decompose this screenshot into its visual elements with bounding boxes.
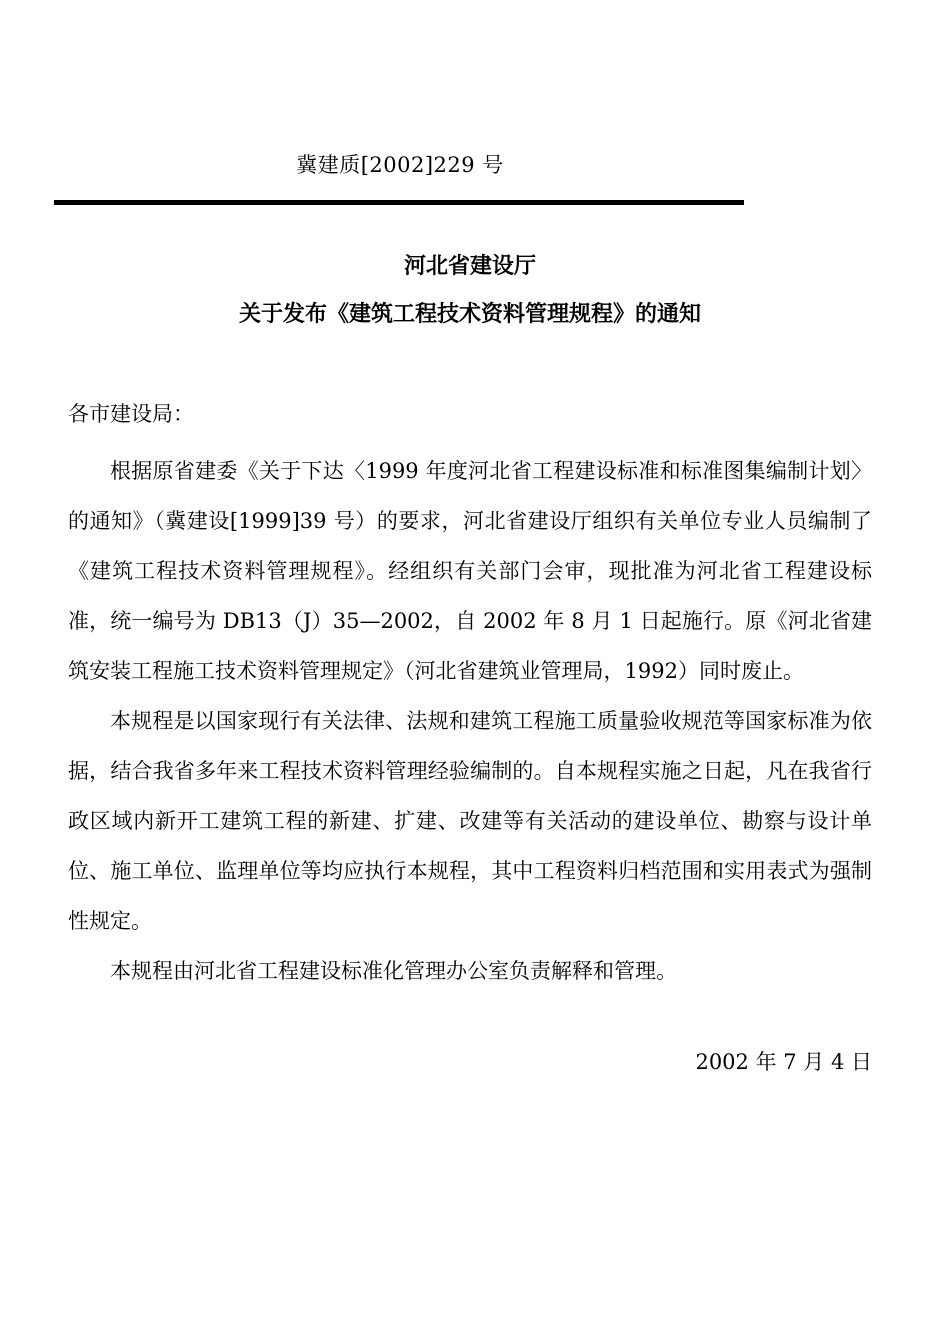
issuer-heading: 河北省建设厅 bbox=[403, 254, 536, 279]
body-paragraph: 根据原省建委《关于下达〈1999 年度河北省工程建设标准和标准图集编制计划〉的通知》（冀建设[1999]39 号）的要求，河北省建设厅组织有关单位专业人员编制了《建筑工程技术资料管理规程》。经组织有关部门会审，现批准为河北省工程建设标准，统一编号为 DB13（J）35—2002，自 2002 年 8 月 1 日起施行。原《河北省建筑安装工程施工技术资料管理规定》（河北省建筑业管理局，1992）同时废止。 bbox=[68, 459, 872, 683]
body-paragraph: 本规程是以国家现行有关法律、法规和建筑工程施工质量验收规范等国家标准为依据，结合我省多年来工程技术资料管理经验编制的。自本规程实施之日起，凡在我省行政区域内新开工建筑工程的新建、扩建、改建等有关活动的建设单位、勘察与设计单位、施工单位、监理单位等均应执行本规程，其中工程资料归档范围和实用表式为强制性规定。 bbox=[68, 709, 872, 933]
body-paragraph: 本规程由河北省工程建设标准化管理办公室负责解释和管理。 bbox=[110, 959, 677, 983]
document-number: 冀建质[2002]229 号 bbox=[296, 153, 504, 177]
notice-title: 关于发布《建筑工程技术资料管理规程》的通知 bbox=[238, 302, 701, 327]
issue-date: 2002 年 7 月 4 日 bbox=[695, 1050, 872, 1074]
header-divider-line bbox=[54, 200, 744, 205]
addressee: 各市建设局： bbox=[68, 402, 194, 426]
notice-body bbox=[68, 446, 872, 996]
